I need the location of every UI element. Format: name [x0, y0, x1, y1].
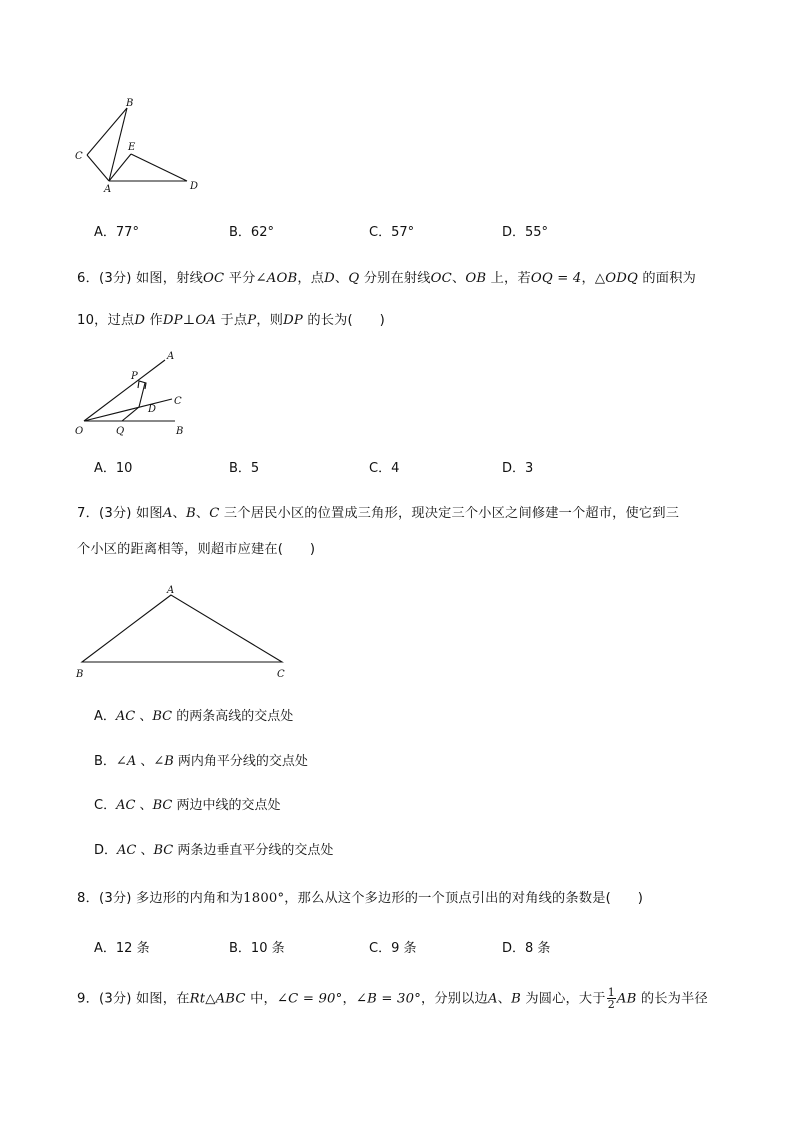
label-E: E — [128, 142, 136, 153]
q6-option-c: C．4 — [369, 461, 400, 476]
q8-option-c: C．9 条 — [369, 941, 417, 956]
triangle-ABC — [82, 595, 282, 662]
q7-option-c: C．AC 、BC 两边中线的交点处 — [94, 798, 281, 813]
q6-option-d: D．3 — [502, 461, 534, 476]
q5-figure — [70, 95, 210, 195]
label-C: C — [75, 151, 83, 162]
q6-option-b: B．5 — [229, 461, 260, 476]
label-A: A — [167, 585, 175, 596]
label-A: A — [104, 184, 112, 195]
label-C: C — [277, 669, 285, 680]
label-B: B — [76, 669, 84, 680]
q5-option-a: A．77° — [94, 225, 139, 240]
label-D: D — [148, 404, 157, 415]
q9-question: 9．(3分) 如图，在Rt△ABC 中，∠C = 90°，∠B = 30°，分别以边A、B 为圆心，大于 $\frac{1}{2}$ AB 的长为半径 — [77, 986, 708, 1011]
q7-option-b: B．∠A 、∠B 两内角平分线的交点处 — [94, 754, 308, 769]
fraction-one-half: $\frac{1}{2}$ — [607, 986, 615, 1011]
q6-figure — [70, 348, 200, 438]
label-C: C — [174, 396, 182, 407]
q5-option-d: D．55° — [502, 225, 549, 240]
segment-ED — [131, 154, 187, 181]
label-B: B — [126, 98, 134, 109]
q5-option-b: B．62° — [229, 225, 274, 240]
q7-option-a: A．AC 、BC 的两条高线的交点处 — [94, 709, 294, 724]
q8-option-a: A．12 条 — [94, 941, 150, 956]
q8-option-b: B．10 条 — [229, 941, 285, 956]
label-Q: Q — [116, 426, 125, 437]
q7-question-line2: 个小区的距离相等，则超市应建在( ) — [77, 542, 316, 557]
q6-option-a: A．10 — [94, 461, 133, 476]
segment-CA — [87, 155, 109, 181]
label-P: P — [131, 371, 138, 382]
label-B: B — [176, 426, 184, 437]
q8-question: 8．(3分) 多边形的内角和为1800°，那么从这个多边形的一个顶点引出的对角线的条数是( ) — [77, 891, 644, 906]
q6-question-line2: 10，过点D 作DP⊥OA 于点P，则DP 的长为( ) — [77, 313, 386, 328]
label-O: O — [75, 426, 84, 437]
q8-option-d: D．8 条 — [502, 941, 551, 956]
q7-figure — [70, 582, 290, 682]
label-A: A — [167, 351, 175, 362]
q5-option-c: C．57° — [369, 225, 415, 240]
q7-option-d: D．AC 、BC 两条边垂直平分线的交点处 — [94, 843, 334, 858]
label-D: D — [190, 181, 199, 192]
q6-question-line1: 6．(3分) 如图，射线OC 平分∠AOB，点D、Q 分别在射线OC、OB 上，若OQ = 4，△ODQ 的面积为 — [77, 271, 696, 286]
q7-question-line1: 7．(3分) 如图A、B、C 三个居民小区的位置成三角形，现决定三个小区之间修建一个超市，使它到三 — [77, 506, 680, 521]
ray-OC — [84, 399, 172, 421]
segment-DP — [139, 383, 145, 407]
